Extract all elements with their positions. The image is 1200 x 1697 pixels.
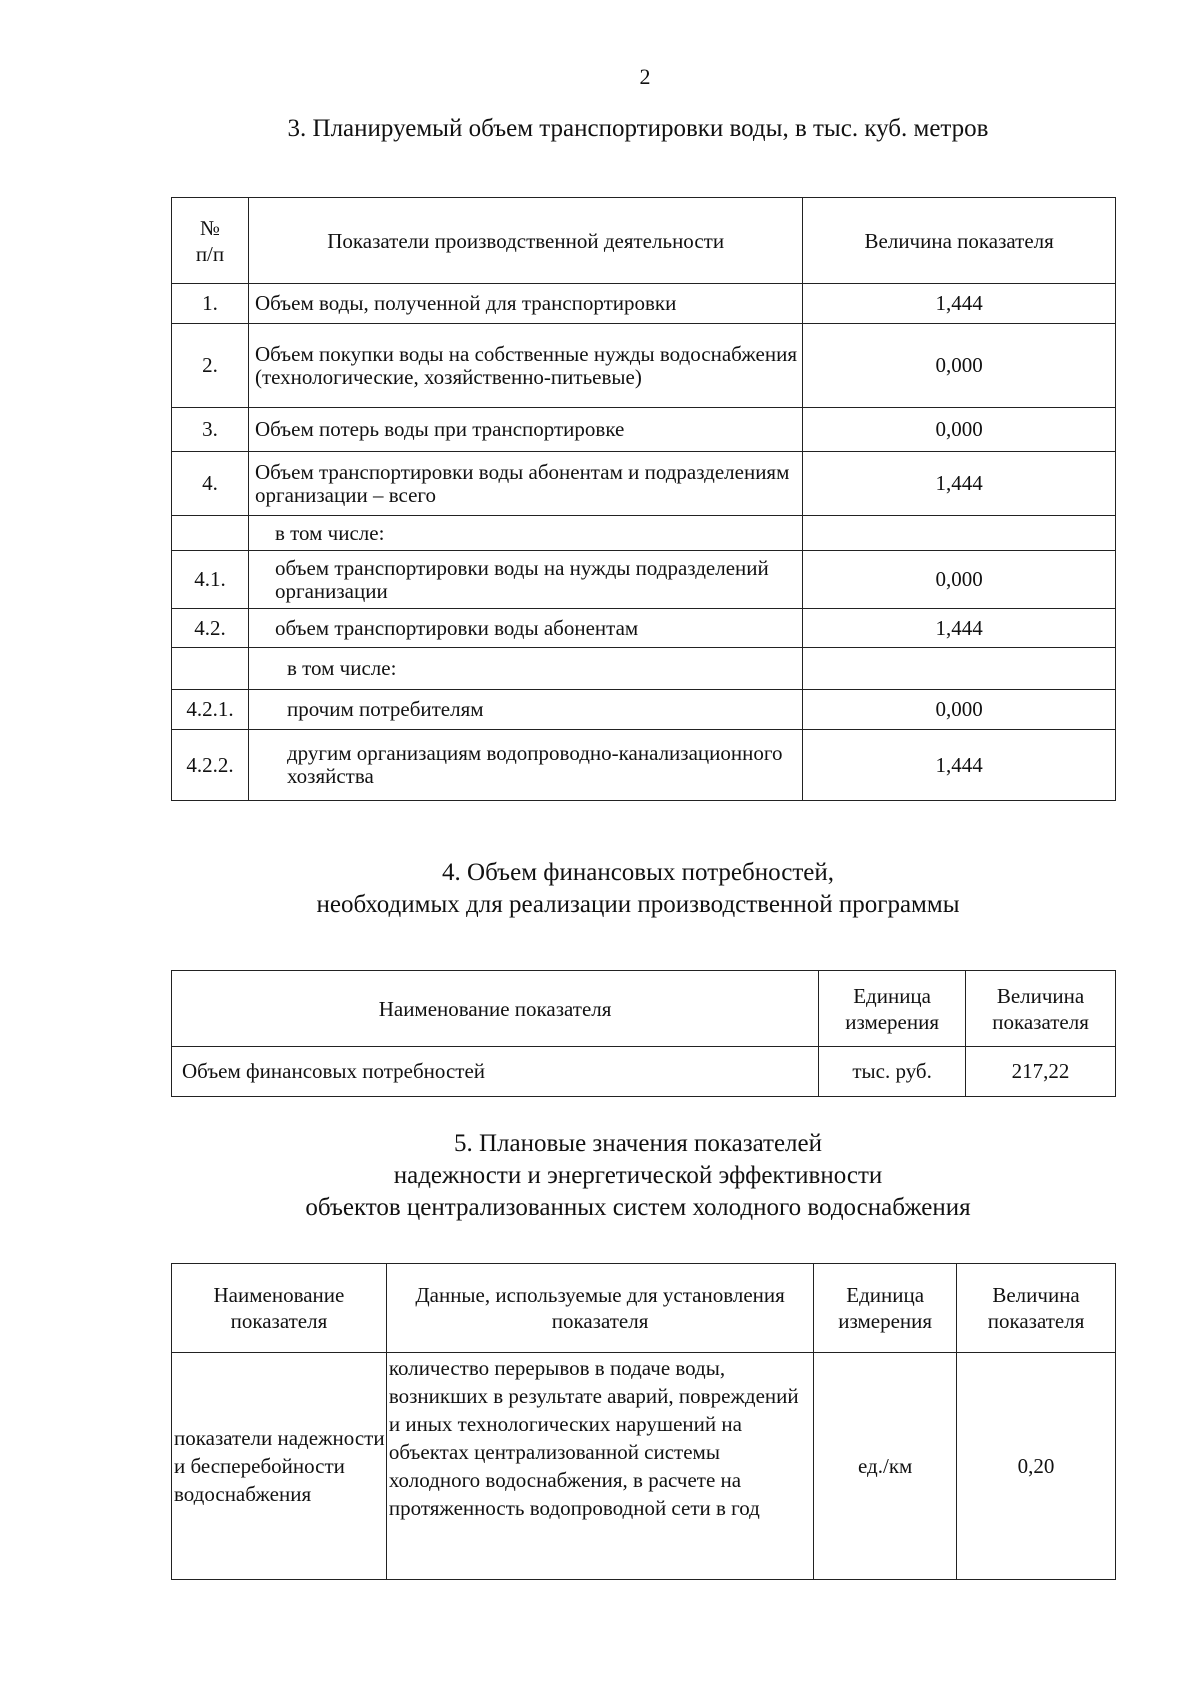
section4-title [160, 857, 1116, 921]
section4-title-line1: 4. Объем финансовых потребностей, [442, 859, 834, 886]
section4-title-line2: необходимых для реализации производственной программы [316, 891, 960, 918]
row-value: 217,22 [966, 1047, 1116, 1097]
row-name: Объем транспортировки воды абонентам и подразделениям организации – всего [248, 452, 802, 516]
row-num [172, 648, 249, 690]
page-number: 2 [639, 64, 651, 89]
row-num: 2. [172, 324, 249, 408]
row-name: прочим потребителям [248, 690, 802, 730]
table-row [172, 730, 1116, 801]
row-name: Объем покупки воды на собственные нужды водоснабжения (технологические, хозяйственно-питьевые) [248, 324, 802, 408]
row-unit: ед./км [814, 1353, 957, 1580]
row-value [803, 516, 1116, 551]
row-value: 0,000 [803, 690, 1116, 730]
row-unit: тыс. руб. [819, 1047, 966, 1097]
row-name: другим организациям водопроводно-канализационного хозяйства [248, 730, 802, 801]
table-row [172, 1047, 1116, 1097]
table-row [172, 648, 1116, 690]
row-value [803, 648, 1116, 690]
header-name: Наименование показателя [172, 1264, 387, 1353]
header-indicator: Показатели производственной деятельности [248, 198, 802, 284]
table-row [172, 452, 1116, 516]
row-name: Объем воды, полученной для транспортировки [248, 284, 802, 324]
row-num: 4. [172, 452, 249, 516]
row-name: объем транспортировки воды на нужды подразделений организации [248, 551, 802, 609]
header-value: Величина показателя [957, 1264, 1116, 1353]
row-name: Объем финансовых потребностей [172, 1047, 819, 1097]
table-row [172, 551, 1116, 609]
row-num: 4.2.2. [172, 730, 249, 801]
header-value: Величина показателя [966, 971, 1116, 1047]
section5-title [160, 1128, 1116, 1224]
reliability-indicators-table [171, 1263, 1116, 1580]
table-row [172, 690, 1116, 730]
row-num: 3. [172, 408, 249, 452]
header-name: Наименование показателя [172, 971, 819, 1047]
row-name: в том числе: [248, 516, 802, 551]
table-row [172, 1353, 1116, 1580]
table-row [172, 284, 1116, 324]
row-value: 1,444 [803, 609, 1116, 648]
row-value: 0,000 [803, 324, 1116, 408]
row-value: 1,444 [803, 730, 1116, 801]
table-row [172, 408, 1116, 452]
section5-title-line3: объектов централизованных систем холодного водоснабжения [305, 1194, 971, 1221]
row-value: 1,444 [803, 284, 1116, 324]
row-num: 4.1. [172, 551, 249, 609]
row-data: количество перерывов в подаче воды, возникших в результате аварий, повреждений и иных технологических нарушений на объектах централизованной системы холодного водоснабжения, в расчете на протяженность водопроводной сети в год [386, 1353, 813, 1580]
water-transport-table [171, 197, 1116, 801]
table-header-row [172, 971, 1116, 1047]
row-num [172, 516, 249, 551]
row-name: Объем потерь воды при транспортировке [248, 408, 802, 452]
header-num: № п/п [172, 198, 249, 284]
table-row [172, 516, 1116, 551]
section3-title: 3. Планируемый объем транспортировки воды, в тыс. куб. метров [287, 115, 989, 142]
row-name: показатели надежности и бесперебойности водоснабжения [172, 1353, 387, 1580]
header-data: Данные, используемые для установления показателя [386, 1264, 813, 1353]
table-header-row [172, 1264, 1116, 1353]
row-value: 1,444 [803, 452, 1116, 516]
row-num: 4.2. [172, 609, 249, 648]
row-name: в том числе: [248, 648, 802, 690]
row-value: 0,000 [803, 551, 1116, 609]
header-value: Величина показателя [803, 198, 1116, 284]
table-header-row [172, 198, 1116, 284]
header-unit: Единица измерения [814, 1264, 957, 1353]
row-num: 4.2.1. [172, 690, 249, 730]
table-row [172, 324, 1116, 408]
section5-title-line1: 5. Плановые значения показателей [453, 1130, 823, 1157]
financial-needs-table [171, 970, 1116, 1097]
row-value: 0,000 [803, 408, 1116, 452]
row-num: 1. [172, 284, 249, 324]
header-unit: Единица измерения [819, 971, 966, 1047]
row-value: 0,20 [957, 1353, 1116, 1580]
table-row [172, 609, 1116, 648]
section5-title-line2: надежности и энергетической эффективности [393, 1162, 883, 1189]
row-name: объем транспортировки воды абонентам [248, 609, 802, 648]
